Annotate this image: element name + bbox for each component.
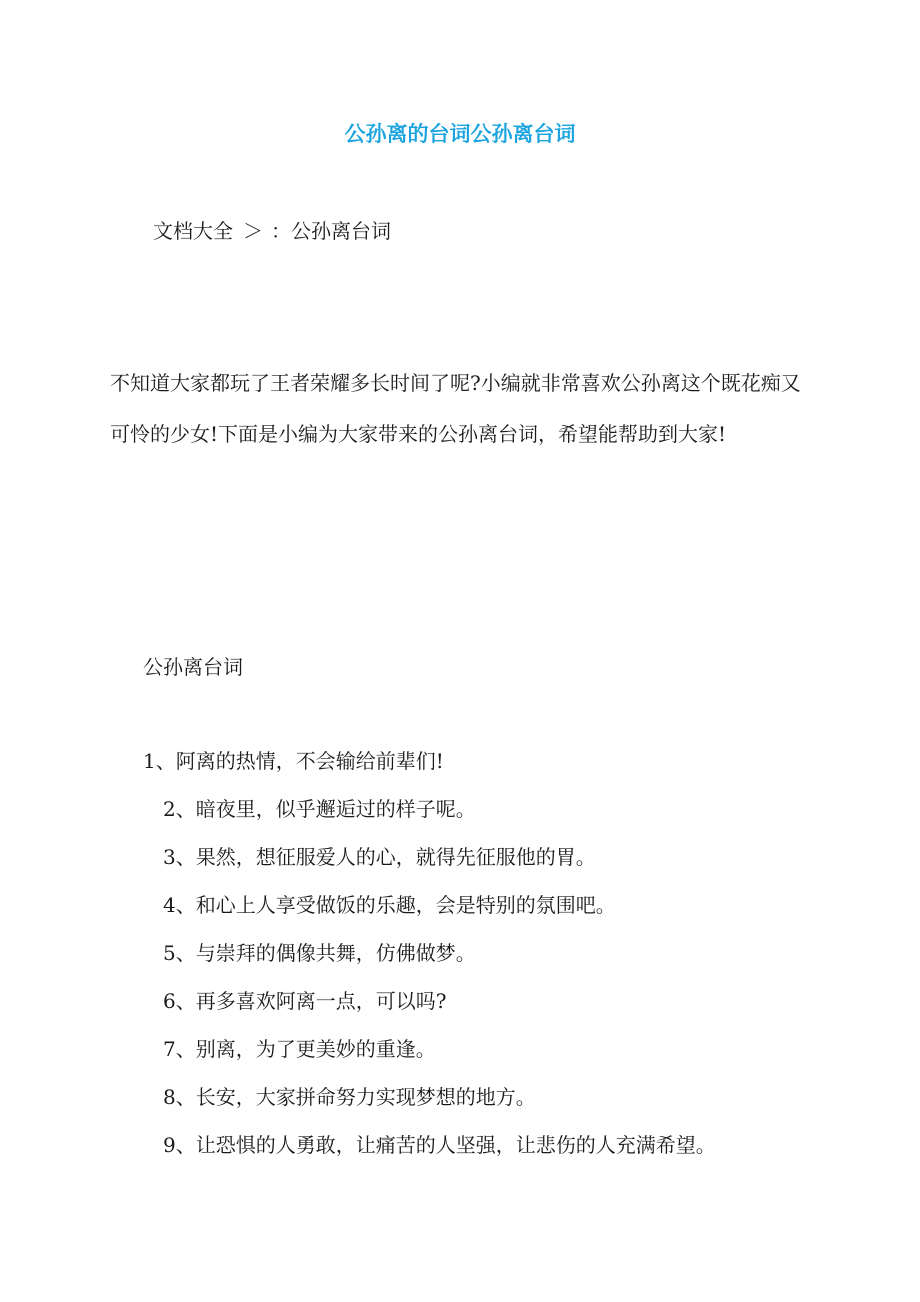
quote-line: 5、与崇拜的偶像共舞，仿佛做梦。: [163, 941, 476, 965]
quote-line: 4、和心上人享受做饭的乐趣，会是特别的氛围吧。: [163, 893, 616, 917]
breadcrumb-current: ：公孙离台词: [271, 219, 391, 243]
quote-line: 3、果然，想征服爱人的心，就得先征服他的胃。: [163, 845, 596, 869]
breadcrumb-separator: ＞: [243, 219, 263, 243]
quote-line: 6、再多喜欢阿离一点，可以吗?: [163, 989, 447, 1013]
page-title: 公孙离的台词公孙离台词: [344, 122, 576, 146]
quote-line: 7、别离，为了更美妙的重逢。: [163, 1037, 436, 1061]
intro-paragraph: 不知道大家都玩了王者荣耀多长时间了呢?小编就非常喜欢公孙离这个既花痴又可怜的少女!下面是小编为大家带来的公孙离台词，希望能帮助到大家!: [110, 371, 801, 446]
quote-line: 8、长安，大家拼命努力实现梦想的地方。: [163, 1085, 536, 1109]
breadcrumb-root[interactable]: 文档大全: [153, 219, 233, 243]
breadcrumb: [153, 215, 391, 247]
quote-line: 2、暗夜里，似乎邂逅过的样子呢。: [163, 797, 476, 821]
quote-line: 1、阿离的热情，不会输给前辈们!: [143, 749, 444, 773]
section-heading: 公孙离台词: [143, 655, 243, 679]
quote-line: 9、让恐惧的人勇敢，让痛苦的人坚强，让悲伤的人充满希望。: [163, 1133, 716, 1157]
